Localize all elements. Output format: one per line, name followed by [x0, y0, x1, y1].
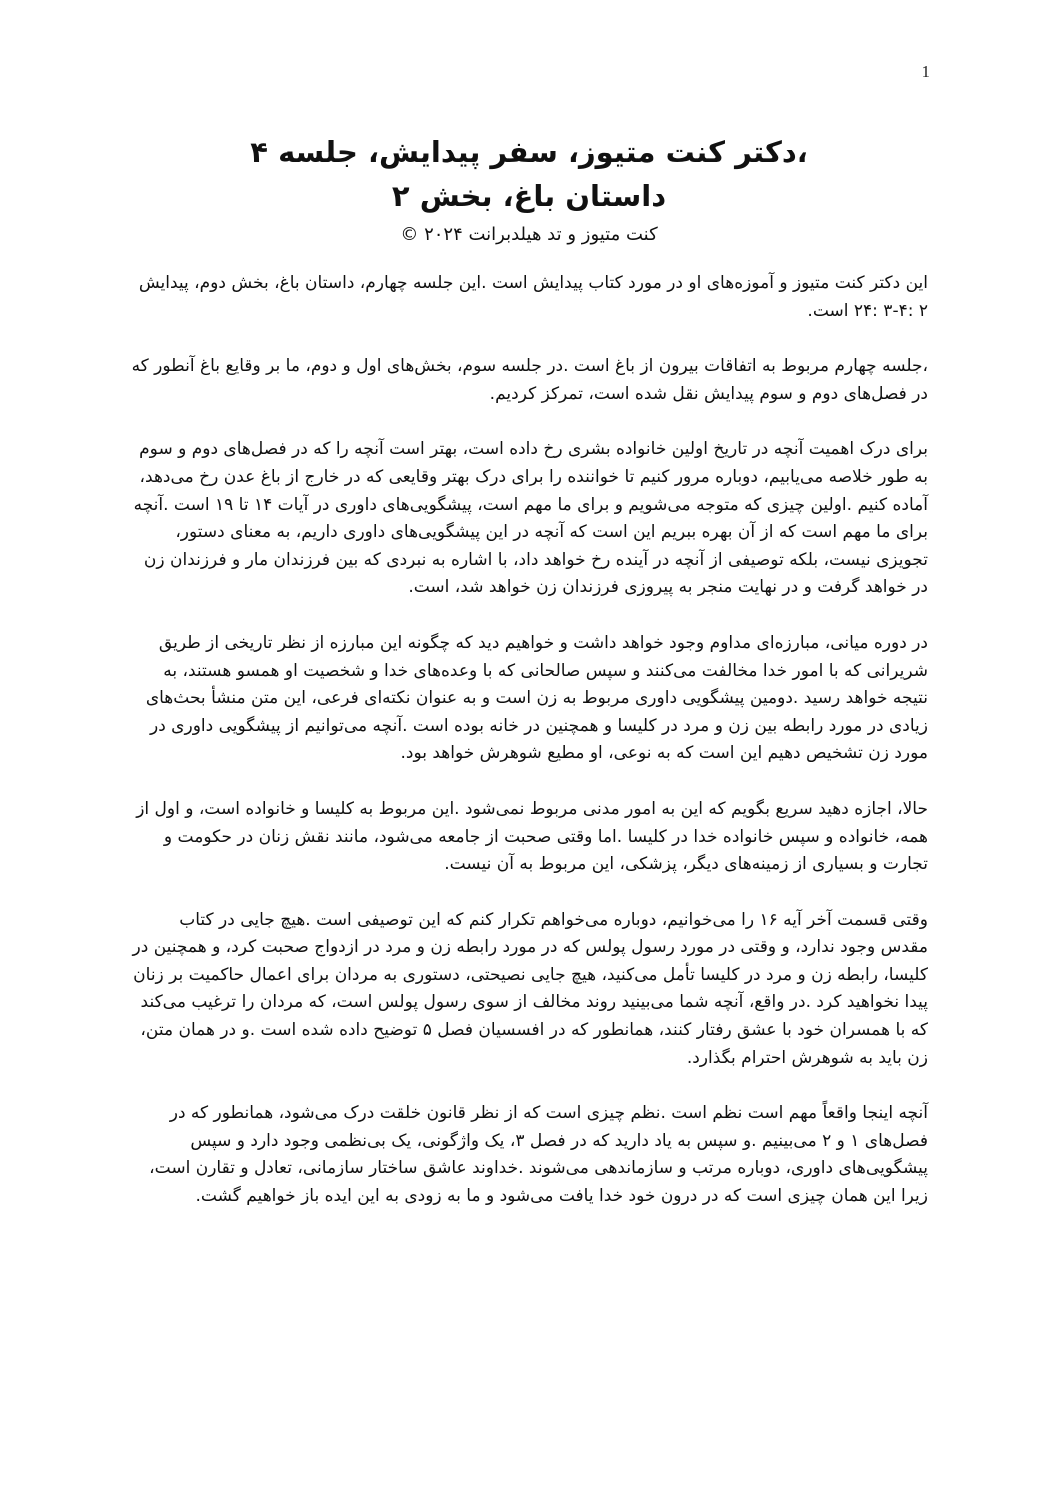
paragraph: در دوره میانی، مبارزه‌ای مداوم وجود خواهد داشت و خواهیم دید که چگونه این مبارزه از نظر تاریخی از طریق شریرانی که با امور خدا مخالفت می‌کنند و سپس صالحانی که با وعده‌های خدا و شخصیت او همسو هستند، به نتیجه خواهد رسید .دومین پیشگویی داوری مربوط به زن است و به عنوان نکته‌ای فرعی، این متن منشأ بحث‌های زیادی در مورد رابطه بین زن و مرد در کلیسا و همچنین در خانه بوده است .آنچه می‌توانیم از پیشگویی داوری در مورد زن تشخیص دهیم این است که به نوعی، او مطیع شوهرش خواهد بود.	[145, 632, 928, 764]
copyright-subtitle: کنت متیوز و تد هیلدبرانت ۲۰۲۴ ©	[400, 224, 658, 245]
paragraph: این دکتر کنت متیوز و آموزه‌های او در مورد کتاب پیدایش است .این جلسه چهارم، داستان باغ، بخش دوم، پیدایش ۲ :۴-۳ :۲۴ است.	[138, 273, 928, 321]
page-number: 1	[921, 62, 930, 81]
paragraph: وقتی قسمت آخر آیه ۱۶ را می‌خوانیم، دوباره می‌خواهم تکرار کنم که این توصیفی است .هیچ جایی در کتاب مقدس وجود ندارد، و وقتی در مورد رسول پولس که در مورد رابطه زن و مرد در ازدواج صحبت کرد، و همچنین در کلیسا، رابطه زن و مرد در کلیسا تأمل می‌کنید، هیچ جایی نصیحتی، دستوری به مردان برای اعمال حاکمیت بر زنان پیدا نخواهید کرد .در واقع، آنچه شما می‌بینید روند مخالف از سوی رسول پولس است، که مردان را ترغیب می‌کند که با همسران خود با عشق رفتار کنند، همانطور که در افسسیان فصل ۵ توضیح داده شده است .و در همان متن، زن باید به شوهرش احترام بگذارد.	[132, 909, 928, 1068]
paragraph: برای درک اهمیت آنچه در تاریخ اولین خانواده بشری رخ داده است، بهتر است آنچه را که در فصل‌های دوم و سوم به طور خلاصه می‌یابیم، دوباره مرور کنیم تا خواننده را برای درک بهتر وقایعی که در خارج از باغ عدن رخ می‌دهد، آماده کنیم .اولین چیزی که متوجه می‌شویم و برای ما مهم است، پیشگویی‌های داوری در آیات ۱۴ تا ۱۹ است .آنچه برای ما مهم است که از آن بهره ببریم این است که آنچه در این پیشگویی‌های داوری داریم، به معنای دستور، تجویزی نیست، بلکه توصیفی از آنچه در آینده رخ خواهد داد، با اشاره به نبردی که بین فرزندان مار و فرزندان زن در خواهد گرفت و در نهایت منجر به پیروزی فرزندان زن خواهد شد، است.	[133, 439, 928, 598]
document-body	[128, 270, 928, 1239]
document-title-line-2: داستان باغ، بخش ۲	[391, 179, 667, 213]
document-title-line-1: ،دکتر کنت متیوز، سفر پیدایش، جلسه ۴	[250, 135, 808, 169]
paragraph: ،جلسه چهارم مربوط به اتفاقات بیرون از باغ است .در جلسه سوم، بخش‌های اول و دوم، ما بر وقایع باغ آنطور که در فصل‌های دوم و سوم پیدایش نقل شده است، تمرکز کردیم.	[131, 356, 928, 404]
title-block	[100, 130, 958, 250]
paragraph: آنچه اینجا واقعاً مهم است نظم است .نظم چیزی است که از نظر قانون خلقت درک می‌شود، همانطور که در فصل‌های ۱ و ۲ می‌بینیم .و سپس به یاد دارید که در فصل ۳، یک واژگونی، یک بی‌نظمی وجود دارد و سپس پیشگویی‌های داوری، دوباره مرتب و سازماندهی می‌شوند .خداوند عاشق ساختار سازمانی، تعادل و تقارن است، زیرا این همان چیزی است که در درون خود خدا یافت می‌شود و ما به زودی به این ایده باز خواهیم گشت.	[149, 1103, 928, 1207]
paragraph: حالا، اجازه دهید سریع بگویم که این به امور مدنی مربوط نمی‌شود .این مربوط به کلیسا و خانواده است، و اول از همه، خانواده و سپس خانواده خدا در کلیسا .اما وقتی صحبت از جامعه می‌شود، مانند نقش زنان در حکومت و تجارت و بسیاری از زمینه‌های دیگر، پزشکی، این مربوط به آن نیست.	[136, 798, 928, 875]
